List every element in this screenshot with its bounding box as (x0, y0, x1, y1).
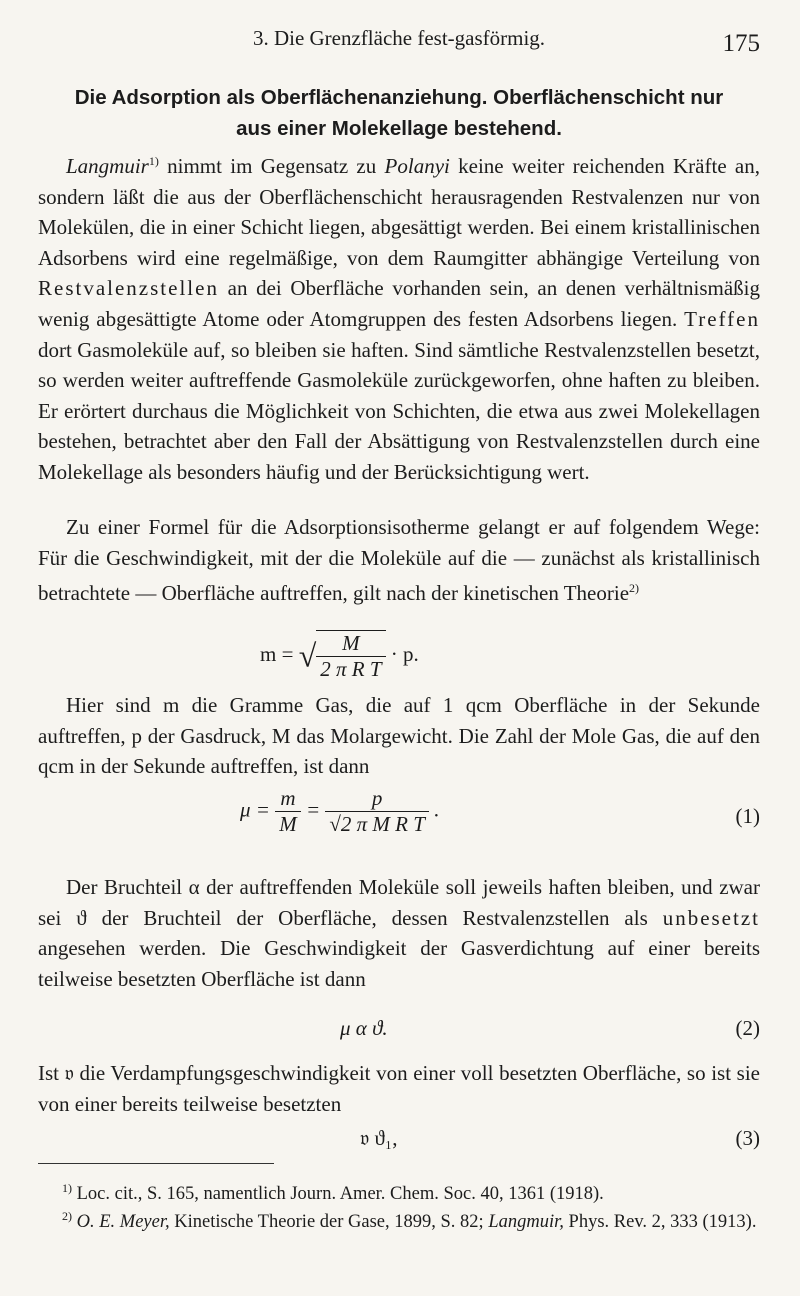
heading-line-2: aus einer Molekellage bestehend. (236, 117, 562, 140)
f0-tail: · p. (390, 641, 419, 666)
author-langmuir: Langmuir (66, 154, 149, 178)
sqrt-sign: √ (298, 637, 317, 674)
f1-numerator-2: p (325, 786, 429, 812)
heading-line-1: Die Adsorption als Oberflächenanziehung. Oberflächenschicht nur (74, 86, 724, 109)
p1-spaced-term-2: Treffen (684, 306, 760, 331)
f1-denominator-1: M (279, 812, 297, 836)
footnote-2-text: Kinetische Theorie der Gase, 1899, S. 82; (169, 1212, 489, 1233)
section-heading (38, 82, 760, 144)
p1-text-a: nimmt im Gegensatz zu (158, 154, 385, 178)
paragraph-5 (38, 1058, 760, 1119)
formula-1 (240, 786, 439, 837)
f1-tail: . (434, 797, 440, 822)
p1-text-c: an dei Oberfläche vorhanden sein, an denen verhältnismäßig wenig abgesättigte Atome oder Atomgruppen des festen Adsorbens liegen. (38, 276, 760, 331)
running-title: 3. Die Grenzfläche fest-gasförmig. (252, 26, 546, 50)
f0-fraction (316, 630, 385, 682)
p1-text-b: keine weiter reichenden Kräfte an, sondern läßt die aus der Oberflächenschicht herausragenden Restvalenzen nur von Molekülen, die in einer Schicht liegen, abgesättigt werden. Bei einem kristallinischen Adsorbens wird eine regelmäßige, von dem Raumgitter abhängige Verteilung von (38, 154, 760, 270)
f1-denominator-2: √2 π M R T (329, 812, 425, 836)
p4-text-a: Der Bruchteil α der auftreffenden Moleküle soll jeweils haften bleiben, und zwar sei ϑ der Bruchteil der Oberfläche, dessen Restvalenzstellen als (38, 875, 760, 930)
p3-text: Hier sind m die Gramme Gas, die auf 1 qcm Oberfläche in der Sekunde auftreffen, p der Gasdruck, M das Molargewicht. Die Zahl der Mole Gas, die auf den qcm in der Sekunde auftreffen, ist dann (38, 693, 760, 779)
footnote-rule (38, 1163, 274, 1164)
p4-spaced-term: unbesetzt (662, 905, 760, 930)
footnote-1-mark: 1) (62, 1181, 72, 1195)
formula-0 (260, 630, 419, 682)
author-polanyi: Polanyi (384, 154, 450, 178)
footnote-ref-2: 2) (629, 581, 640, 596)
p4-text-b: angesehen werden. Die Geschwindigkeit der Gasverdichtung auf einer bereits teilweise besetzten Oberfläche ist dann (38, 936, 760, 991)
p5-text: Ist 𝔳 die Verdampfungsgeschwindigkeit von einer voll besetzten Oberfläche, so ist sie von einer bereits teilweise besetzten (38, 1061, 760, 1116)
f1-equals: = (305, 797, 321, 822)
f0-numerator: M (316, 631, 385, 657)
page-number: 175 (722, 30, 760, 57)
footnote-2-mark: 2) (62, 1209, 72, 1223)
running-head (38, 24, 760, 57)
f1-fraction-1 (275, 786, 301, 837)
paragraph-3 (38, 690, 760, 782)
paragraph-2 (38, 512, 760, 609)
footnote-2-author-2: Langmuir, (488, 1212, 564, 1233)
equation-number-2: (2) (735, 1016, 760, 1040)
p1-spaced-term-1: Restvalenzstellen (38, 276, 219, 301)
equation-number-3: (3) (735, 1126, 760, 1150)
p1-text-d: dort Gasmoleküle auf, so bleiben sie haften. Sind sämtliche Restvalenzstellen besetzt, so werden weiter auftreffende Gasmoleküle zurückgeworfen, ohne haften zu bleiben. Er erörtert durchaus die Möglichkeit von Schichten, die etwa aus zwei Molekellagen bestehen, betrachtet aber den Fall der Absättigung von Restvalenzstellen durch eine Molekellage als besonders häufig und der Berücksichtigung wert. (38, 337, 760, 484)
p2-text: Zu einer Formel für die Adsorptionsisotherme gelangt er auf folgendem Wege: Für die Geschwindigkeit, mit der die Moleküle auf die — zunächst als kristallinisch betrachtete — Oberfläche auftreffen, gilt nach der kinetischen Theorie (38, 515, 760, 606)
footnote-2-text-2: Phys. Rev. 2, 333 (1913). (563, 1212, 757, 1233)
footnote-1-text: Loc. cit., S. 165, namentlich Journ. Amer. Chem. Soc. 40, 1361 (1918). (72, 1184, 604, 1205)
footnote-ref-1: 1) (148, 154, 159, 168)
paragraph-4 (38, 872, 760, 994)
f0-lhs: m = (260, 641, 294, 666)
footnote-2 (38, 1202, 760, 1236)
formula-3: 𝔳 ϑ₁, (360, 1126, 398, 1150)
footnote-2-author: O. E. Meyer, (76, 1212, 170, 1233)
f1-fraction-2 (325, 786, 429, 837)
paragraph-1 (38, 146, 760, 488)
f0-denominator: 2 π R T (320, 657, 382, 681)
f1-numerator-1: m (275, 786, 301, 812)
equation-number-1: (1) (735, 804, 760, 828)
f1-lhs: μ = (240, 797, 270, 822)
formula-2: μ α ϑ. (340, 1016, 388, 1040)
